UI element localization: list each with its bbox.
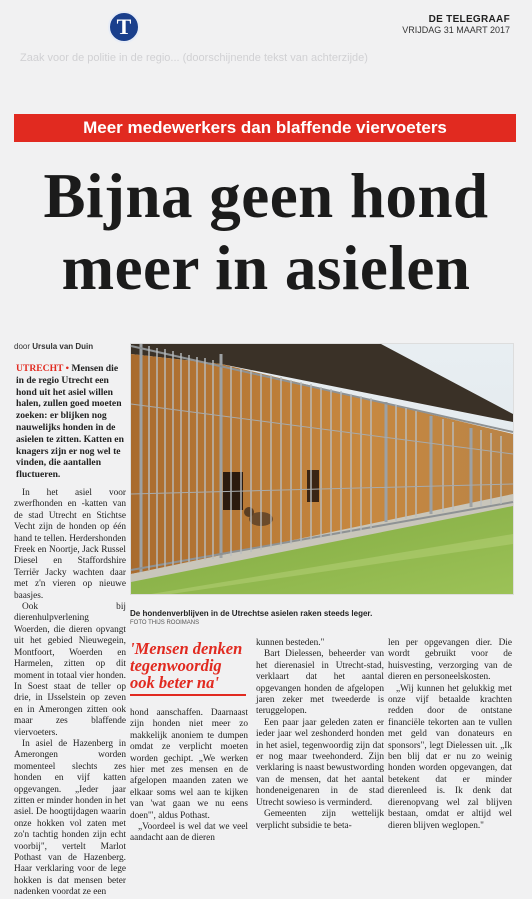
masthead: [402, 15, 510, 35]
headline-line-2: meer in asielen: [61, 233, 471, 303]
article-column-4: [388, 638, 512, 850]
pull-quote: 'Mensen denken tegenwoordig ook beter na': [130, 639, 243, 692]
col1-paragraph-2: Ook bij dierenhulpverlening Woerden, die dieren opvangt uit het gebied Nieuwegein, Montfoort, Woerden en Harmelen, zitten op dit moment in totaal vier honden. In Soest staat de teller op drie, in IJsselstein op zeven en in Amerongen zitten ook maar zes blaffende viervoeters.: [14, 602, 126, 738]
article-column-3: [256, 638, 384, 850]
col3-paragraph-2: Bart Dielessen, beheerder van het dierenasiel in Utrecht-stad, verklaart dat het aantal opgevangen honden de afgelopen jaren zeker met tweederde is teruggelopen.: [256, 649, 384, 717]
kicker-banner: Meer medewerkers dan blaffende viervoeters: [14, 114, 516, 142]
bleed-through-text: Zaak voor de politie in de regio... (doorschijnende tekst van achterzijde): [20, 52, 368, 64]
publication-date: VRIJDAG 31 MAART 2017: [402, 25, 510, 35]
col1-paragraph-3: In asiel de Hazenberg in Amerongen worden momenteel slechts zes honden en vijf katten opgevangen. „Ieder jaar zitten er minder honden in het asiel. De hoogtijdagen waarin onze hokken vol zaten met zo'n tachtig honden zijn echt voorbij", vertelt Marlot Pothast van de Hazenberg. Haar verklaring voor de lege hokken is dat mensen beter nadenken voordat ze een: [14, 738, 126, 898]
newspaper-name: DE TELEGRAAF: [428, 14, 510, 25]
lead-text: Mensen die in de regio Utrecht een hond uit het asiel willen halen, zullen goed moeten zoeken: er blijken nog nauwelijks honden in de asielen te zitten. Katten en knagers zijn er nog wel te vinden, die aantallen fluctueren.: [16, 363, 124, 481]
col2-paragraph-1: hond aanschaffen. Daarnaast zijn honden niet meer zo makkelijk anoniem te dumpen omdat ze verplicht moeten worden gechipt. „We werken hier met zes mensen en de afgelopen maanden zaten we elkaar soms wel aan te kijken van 'wat gaan we nu eens doen'", aldus Pothast.: [130, 708, 248, 821]
article-column-2: [130, 708, 248, 850]
photo-caption: De hondenverblijven in de Utrechtse asielen raken steeds leger.: [130, 609, 373, 618]
telegraaf-logo: T: [108, 11, 140, 43]
kennel-photo-illustration: [131, 344, 513, 594]
headline-line-1: Bijna geen hond: [43, 161, 489, 231]
pull-quote-rule: [130, 694, 246, 696]
col3-paragraph-4: Gemeenten zijn wettelijk verplicht subsidie te beta-: [256, 809, 384, 831]
kennel-photo: [130, 343, 514, 595]
col4-paragraph-2: „Wij kunnen het gelukkig met onze vijf betaalde krachten redden door de ontstane financiële tekorten aan te vullen met geld van donateurs en sponsors", legt Dielessen uit. „Ik ben blij dat er nu zo weinig honden worden opgevangen, dat betekent dat er minder dierenleed is. Ik denk dat dierenopvang wel zal blijven bestaan, omdat er altijd wel dieren blijven weglopen.": [388, 683, 512, 831]
byline-author: Ursula van Duin: [32, 342, 94, 351]
dateline: UTRECHT •: [16, 363, 70, 374]
lead-paragraph: [16, 363, 128, 481]
headline: [10, 160, 522, 304]
photo-credit: FOTO THIJS ROOIMANS: [130, 620, 200, 626]
col3-paragraph-1: kunnen besteden.": [256, 638, 325, 648]
col2-paragraph-2: „Voordeel is wel dat we veel aandacht aan de dieren: [130, 822, 248, 844]
col3-paragraph-3: Een paar jaar geleden zaten er ieder jaar wel zeshonderd honden in het asiel, tegenwoordig zijn dat er nog maar tweehonderd. Zijn verklaring is naast bewustwording van de mensen, dat het aantal hondeneigenaren in de stad Utrecht sowieso is verminderd.: [256, 717, 384, 808]
article-column-1: [14, 488, 126, 898]
col4-paragraph-1: len per opgevangen dier. Die wordt gebruikt voor de huisvesting, verzorging van de dieren en personeelskosten.: [388, 638, 512, 683]
col1-paragraph-1: In het asiel voor zwerfhonden en -katten van de stad Utrecht en Stichtse Vecht zijn de honden op één hand te tellen. Herdershonden Freek en Noortje, Jack Russel Diesel en Staffordshire Terriër Jacky wachten daar met z'n vieren op nieuwe baasjes.: [14, 488, 126, 601]
byline: [14, 342, 93, 351]
byline-prefix: door: [14, 342, 31, 351]
